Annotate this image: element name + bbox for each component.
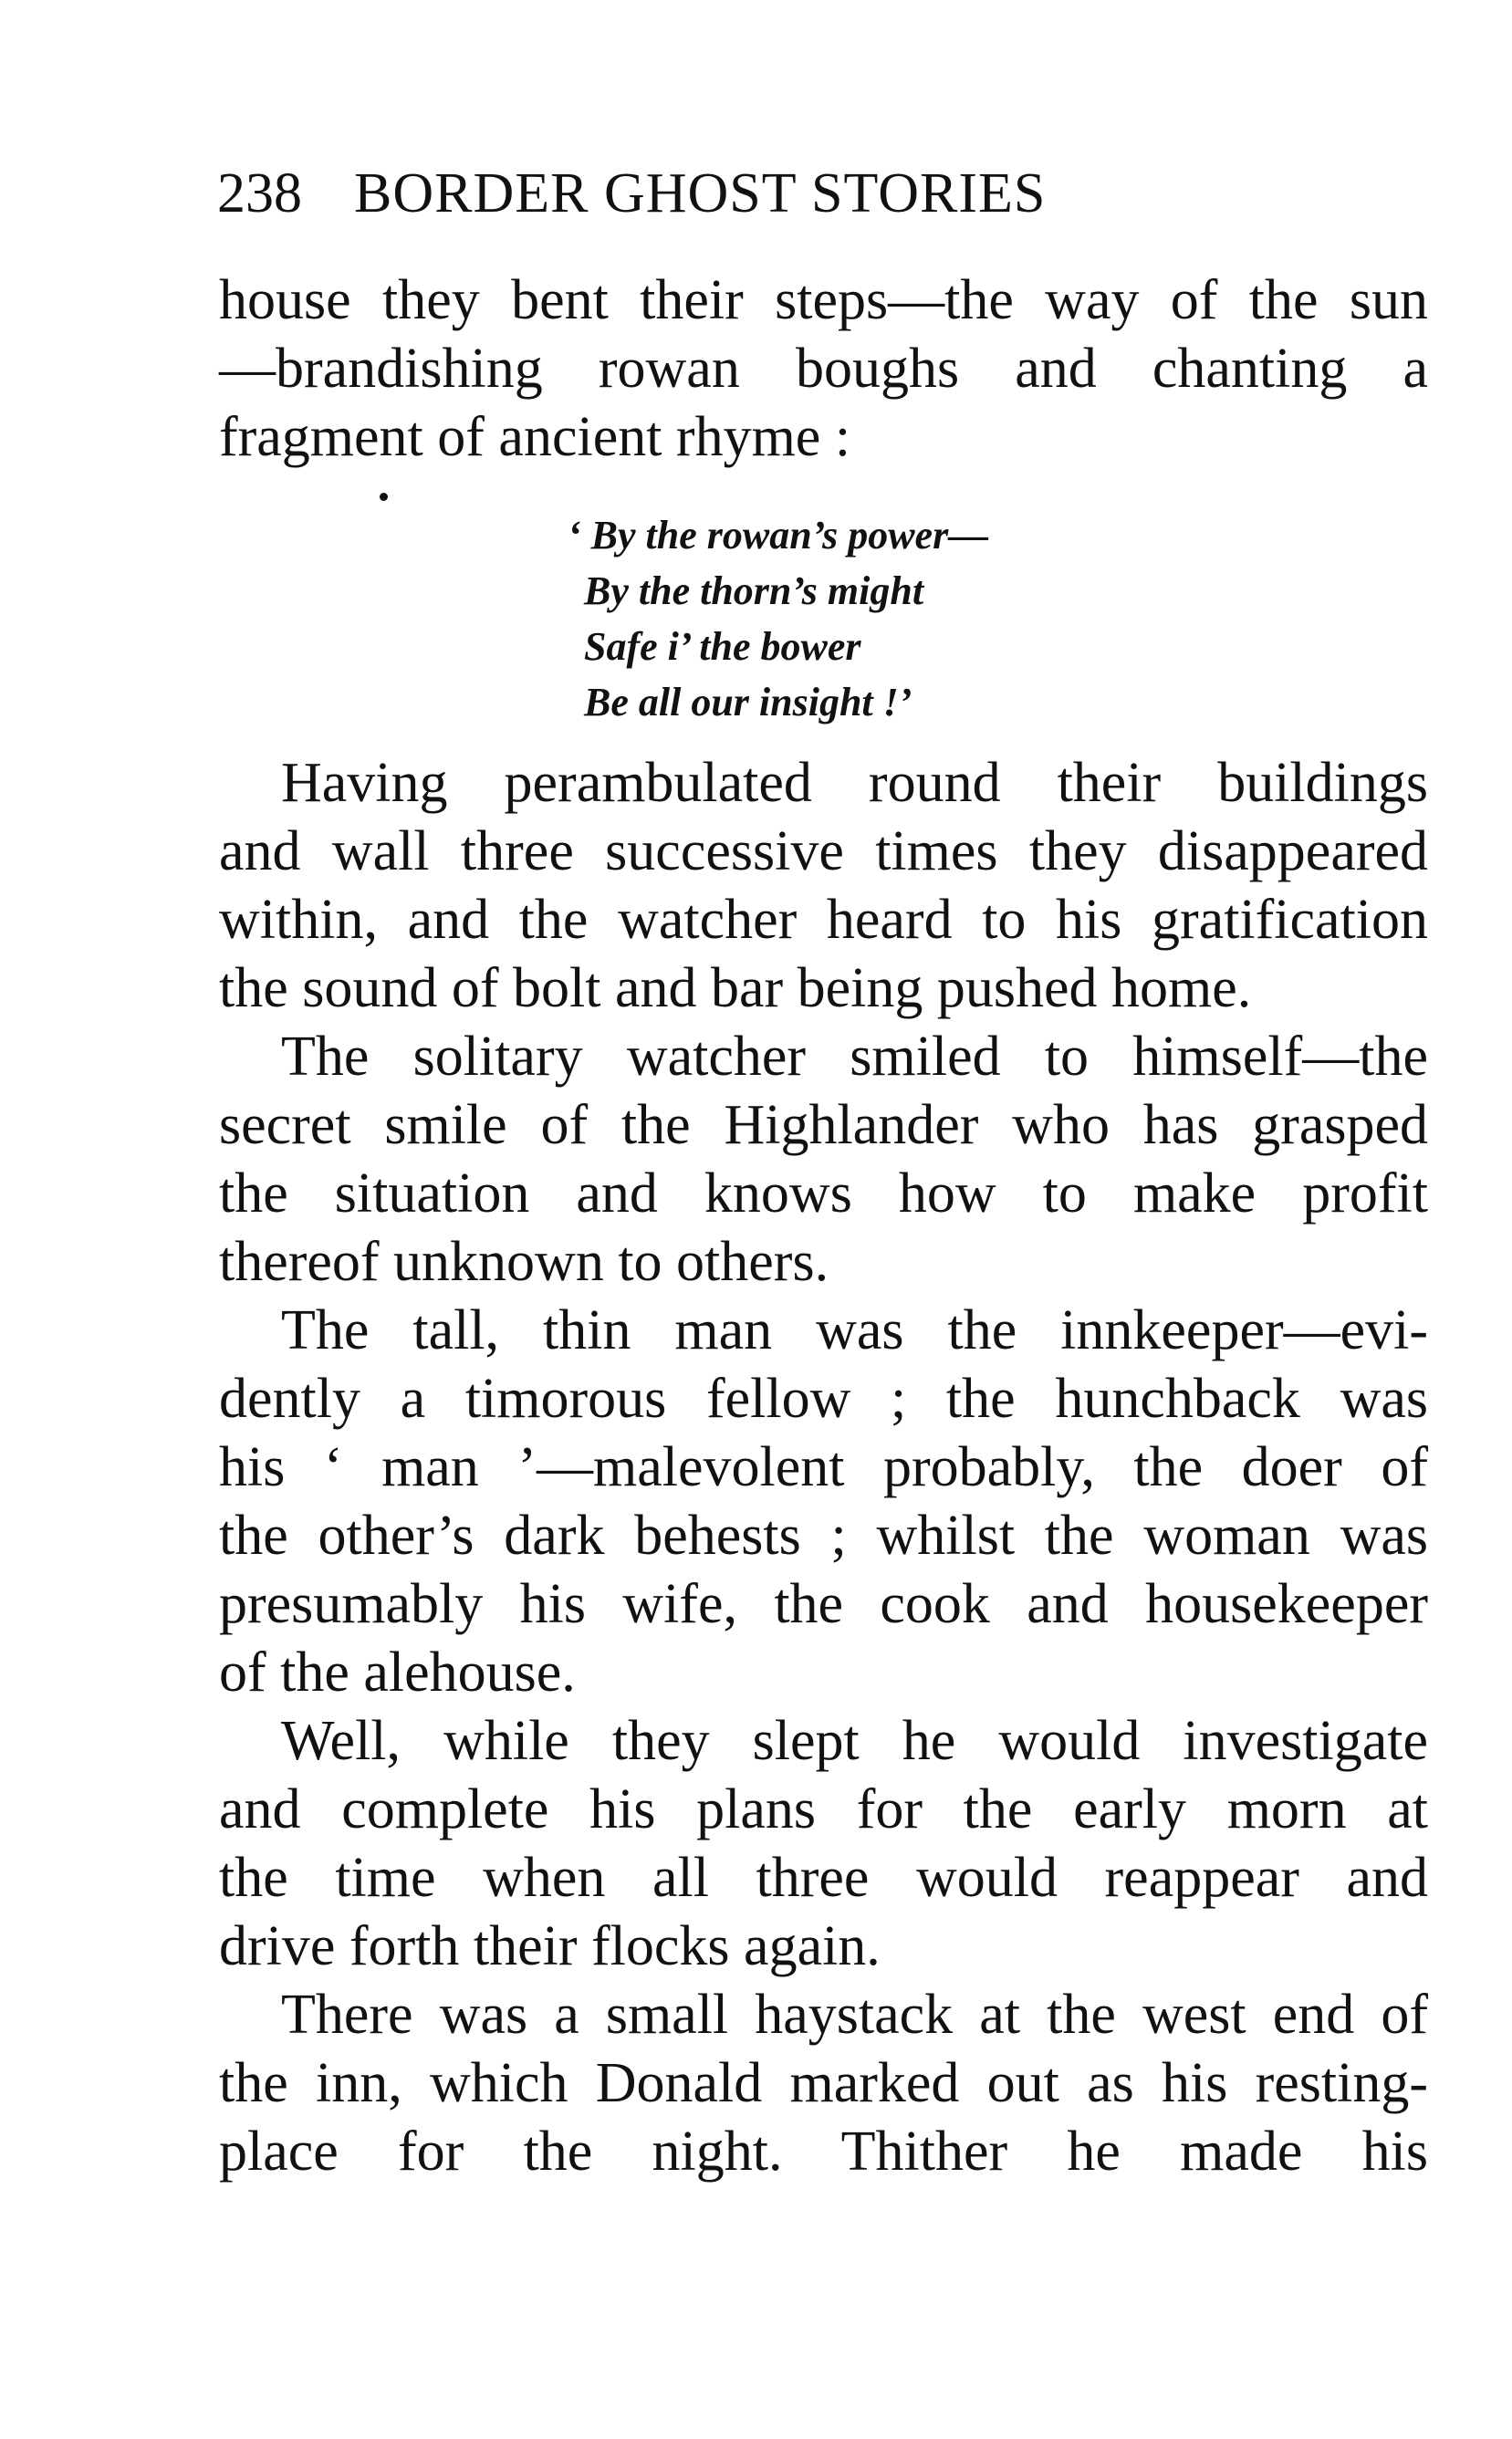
paragraph-5-line-3: the time when all three would reappear and [219, 1847, 1428, 1909]
running-head [217, 157, 1431, 230]
paragraph-1-line-1: house they bent their steps—the way of the sun [219, 269, 1428, 331]
paragraph-4-line-6: of the alehouse. [219, 1642, 576, 1704]
verse-block [568, 507, 1223, 730]
paragraph-3-line-4: thereof unknown to others. [219, 1231, 829, 1293]
paragraph-3-line-3: the situation and knows how to make profit [219, 1162, 1428, 1225]
paragraph-2-line-2: and wall three successive times they disappeared [219, 820, 1428, 882]
paragraph-4-line-5: presumably his wife, the cook and housekeeper [219, 1573, 1428, 1635]
paragraph-2-line-3: within, and the watcher heard to his gratification [219, 889, 1428, 951]
verse-line-2: By the thorn’s might [584, 568, 924, 613]
paragraph-2-line-4: the sound of bolt and bar being pushed home. [219, 957, 1252, 1019]
paragraph-6-line-2: the inn, which Donald marked out as his resting- [219, 2052, 1428, 2114]
page-number: 238 [217, 162, 302, 224]
running-title: BORDER GHOST STORIES [354, 162, 1047, 224]
paragraph-4-line-3: his ‘ man ’—malevolent probably, the doer of [219, 1436, 1428, 1498]
paragraph-5-line-4: drive forth their flocks again. [219, 1915, 881, 1977]
paragraph-1-line-3: fragment of ancient rhyme : [219, 406, 851, 468]
paragraph-4-line-1: The tall, thin man was the innkeeper—evi- [281, 1299, 1428, 1361]
paragraph-5-line-2: and complete his plans for the early morn at [219, 1778, 1428, 1840]
verse-line-4: Be all our insight !’ [584, 680, 912, 724]
paragraph-6-line-1: There was a small haystack at the west end of [281, 1984, 1428, 2046]
verse-line-3: Safe i’ the bower [584, 624, 861, 669]
verse-line-1: ‘ By the rowan’s power— [568, 513, 989, 558]
paragraph-4-line-2: dently a timorous fellow ; the hunchback was [219, 1368, 1428, 1430]
paragraph-4-line-4: the other’s dark behests ; whilst the woman was [219, 1505, 1428, 1567]
paragraph-2-line-1: Having perambulated round their buildings [281, 752, 1428, 814]
paragraph-5-line-1: Well, while they slept he would investigate [281, 1710, 1428, 1772]
paragraph-3-line-1: The solitary watcher smiled to himself—the [281, 1026, 1428, 1088]
paragraph-6-line-3: place for the night. Thither he made his [219, 2121, 1428, 2183]
paragraph-1-line-2: —brandishing rowan boughs and chanting a [219, 338, 1428, 400]
paragraph-3-line-2: secret smile of the Highlander who has grasped [219, 1094, 1428, 1156]
